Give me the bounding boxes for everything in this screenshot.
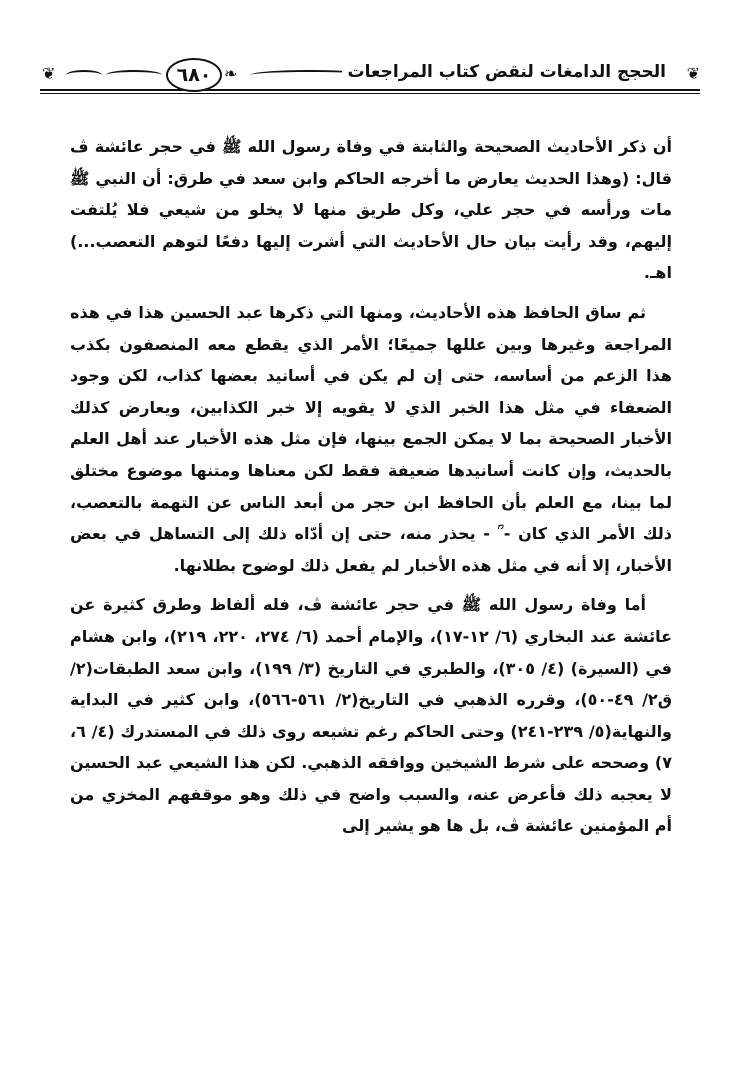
- running-title: الحجج الدامغات لنقض كتاب المراجعات: [342, 62, 672, 82]
- ornament-icon: ❦: [42, 64, 56, 83]
- header-rule: [40, 89, 700, 91]
- page-header: [40, 58, 700, 98]
- header-flourish: [106, 70, 162, 80]
- paragraph: ثم ساق الحافظ هذه الأحاديث، ومنها التي ذكرها عبد الحسين هذا في هذه المراجعة وغيرها وبين عللها جميعًا؛ الأمر الذي يقطع معه المنصفون بكذب هذا الزعم من أساسه، حتى إن لم يكن في أسانيد بعضها كذاب، لكن وجود الضعفاء في مثل هذا الخبر الذي لا يقويه إلا خبر الكذابين، ويعارض كذلك الأخبار الصحيحة بما لا يمكن الجمع بينها، فإن مثل هذه الأخبار عند أهل العلم بالحديث، وإن كانت أسانيدها ضعيفة فقط لكن معناها ومتنها موضوع مختلق لما بينا، مع العلم بأن الحافظ ابن حجر من أبعد الناس عن التهمة بالتعصب، ذلك الأمر الذي كان - ؒ - يحذر منه، حتى إن أدّاه ذلك إلى التساهل في بعض الأخبار، إلا أنه في مثل هذه الأخبار لم يفعل ذلك لوضوح بطلانها.: [70, 302, 672, 575]
- paragraph: أما وفاة رسول الله ﷺ في حجر عائشة ڤ، فله ألفاظ وطرق كثيرة عن عائشة عند البخاري (٦/ ١٢-١٧)، والإمام أحمد (٦/ ٢٧٤، ٢٢٠، ٢١٩)، وابن هشام في (السيرة) (٤/ ٣٠٥)، والطبري في التاريخ (٣/ ١٩٩)، وابن سعد الطبقات(٢/ ق٢/ ٤٩-٥٠)، وقرره الذهبي في التاريخ(٢/ ٥٦١-٥٦٦)، وابن كثير في البداية والنهاية(٥/ ٢٣٩-٢٤١) وحتى الحاكم رغم تشيعه روى ذلك في المستدرك (٤/ ٦، ٧) وصححه على شرط الشيخين ووافقه الذهبي. لكن هذا الشيعي عبد الحسين لا يعجبه ذلك فأعرض عنه، والسبب واضح في ذلك وهو موقفهم المخزي من أم المؤمنين عائشة ڤ، بل ها هو يشير إلى: [70, 595, 673, 836]
- paragraph: أن ذكر الأحاديث الصحيحة والثابتة في وفاة رسول الله ﷺ في حجر عائشة ڤ قال: (وهذا الحديث يعارض ما أخرجه الحاكم وابن سعد في طرق: أن النبي ﷺ مات ورأسه في حجر علي، وكل طريق منها لا يخلو من شيعي فلا يُلتفت إليهم، وقد رأيت بيان حال الأحاديث التي أشرت إليها دفعًا لتوهم التعصب...) اهـ.: [70, 137, 672, 283]
- ornament-icon: ❦: [686, 64, 700, 83]
- ornament-icon: ❧: [224, 64, 238, 83]
- header-rule-thin: [40, 93, 700, 94]
- body-text: [70, 131, 672, 850]
- header-flourish: [66, 70, 102, 80]
- page-number: ٦٨٠: [166, 58, 222, 92]
